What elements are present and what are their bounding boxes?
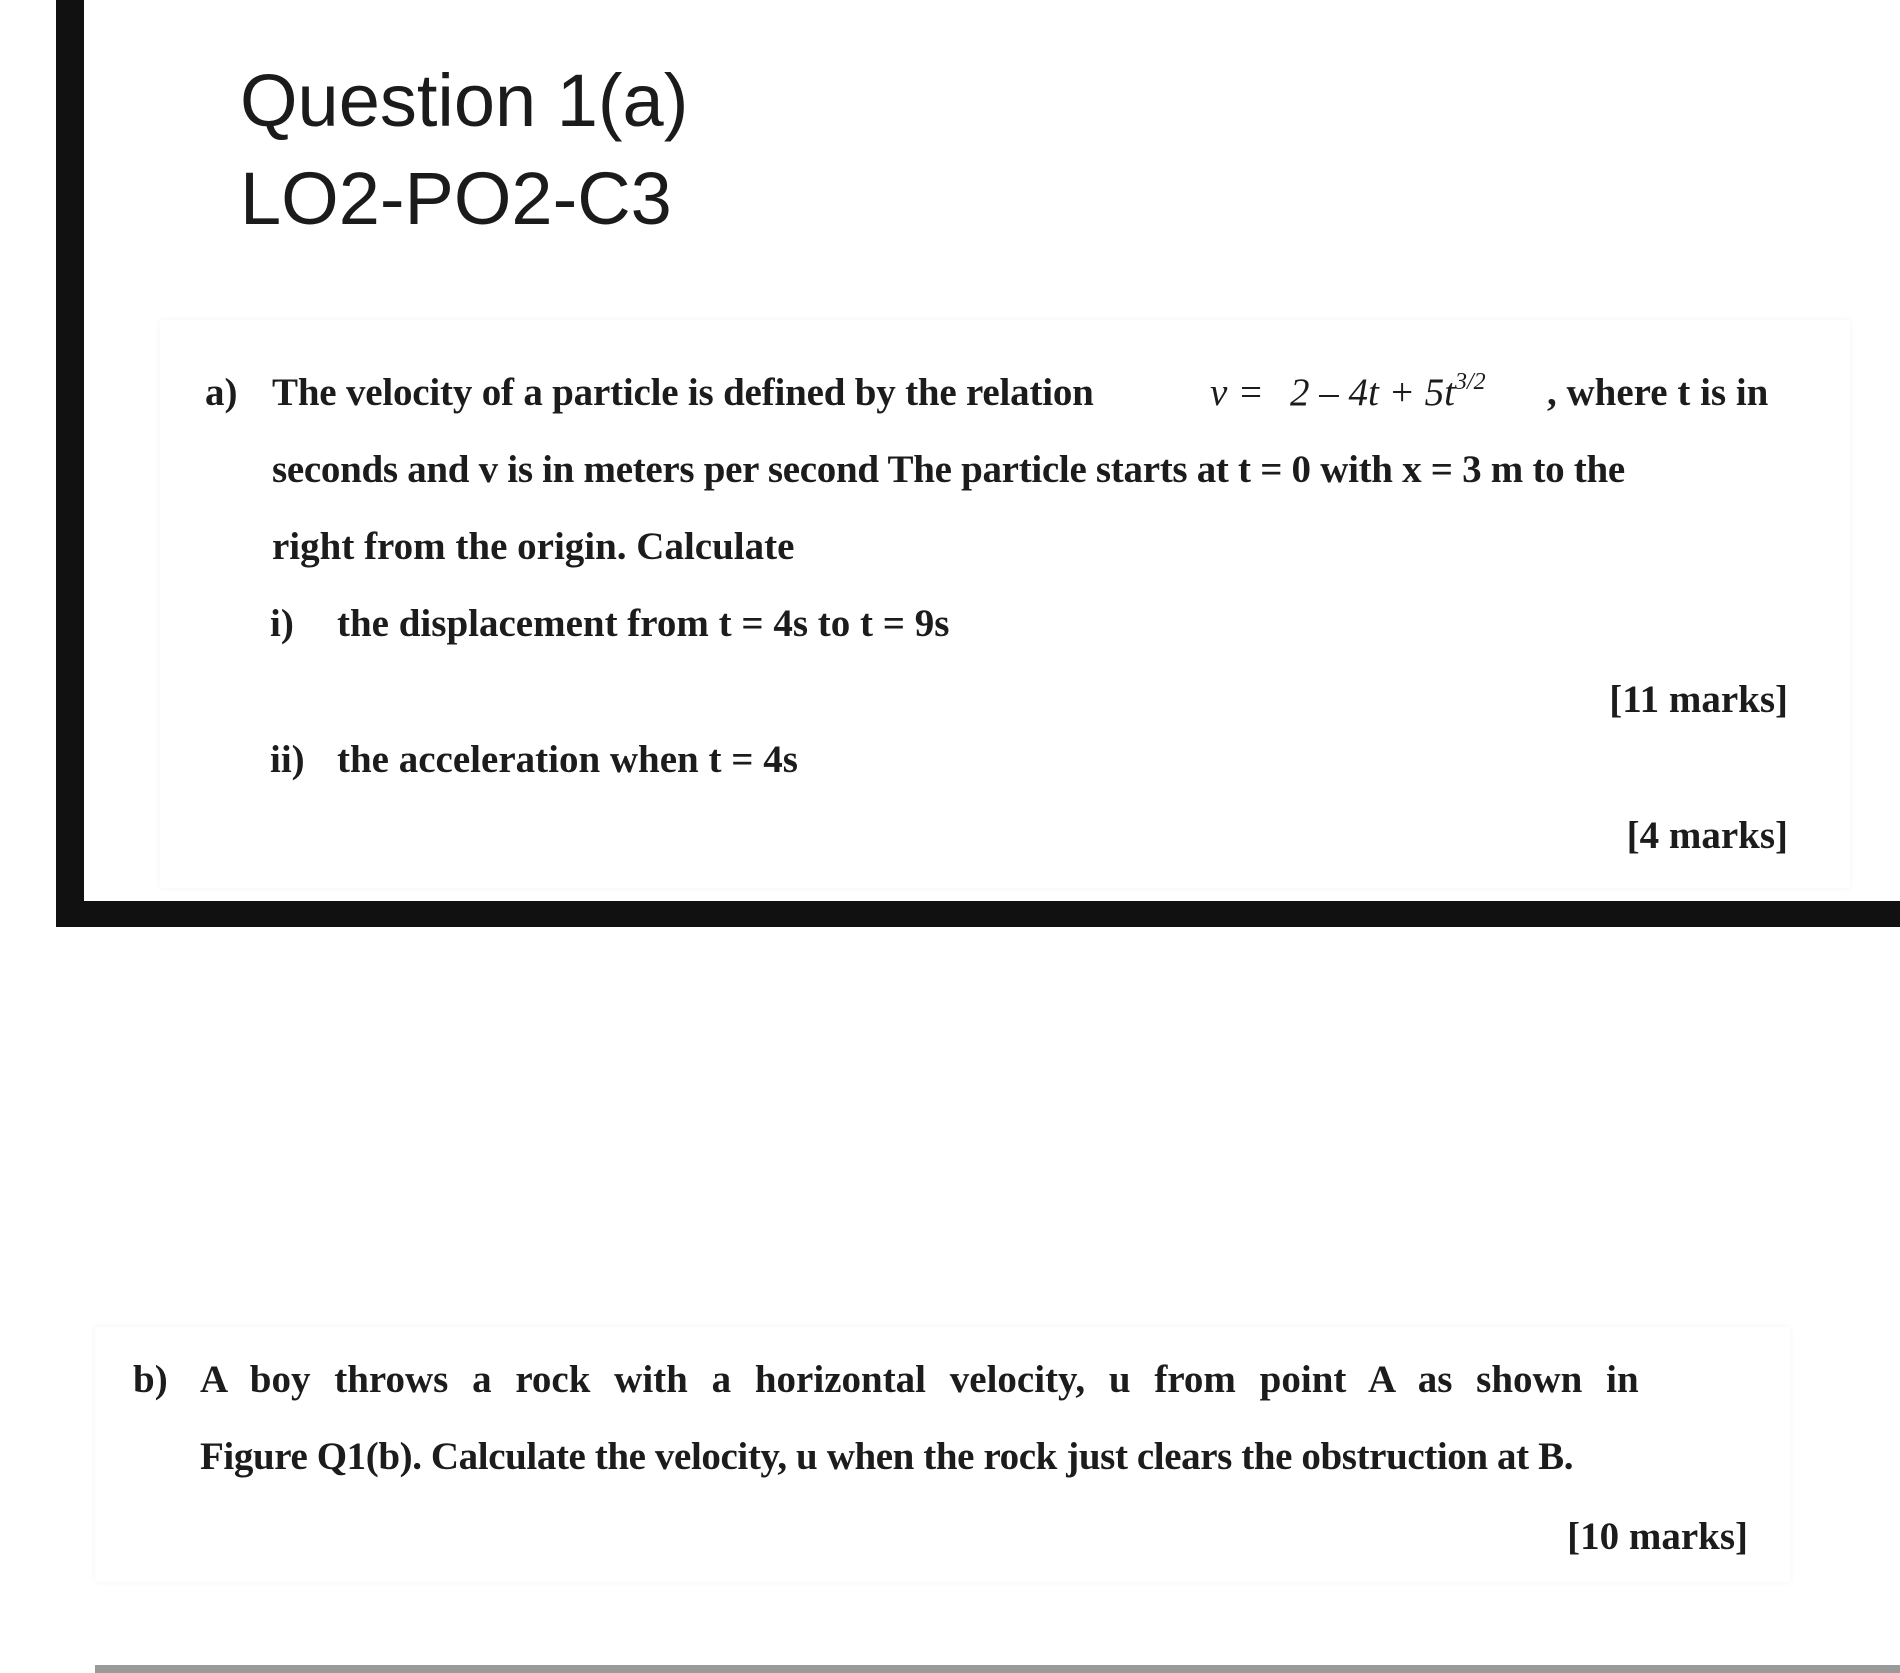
equation-equals: = (1240, 371, 1262, 414)
part-b-marks: [10 marks] (1567, 1515, 1748, 1558)
item-ii-text: the acceleration when t = 4s (337, 738, 798, 781)
equation-rhs (1290, 369, 1486, 414)
part-b-line2: Figure Q1(b). Calculate the velocity, u when the rock just clears the obstruction at B. (200, 1435, 1574, 1478)
item-i-text: the displacement from t = 4s to t = 9s (337, 602, 950, 645)
equation-lhs: v (1210, 371, 1228, 414)
item-i-label: i) (270, 602, 294, 645)
part-b-label: b) (133, 1358, 168, 1401)
part-a-line1-start: The velocity of a particle is defined by the relation (272, 371, 1094, 414)
item-i-marks: [11 marks] (1609, 678, 1788, 721)
part-a-line3: right from the origin. Calculate (272, 525, 795, 568)
equation-exponent: 3/2 (1455, 369, 1486, 395)
learning-outcome-code: LO2-PO2-C3 (240, 157, 672, 240)
question-title: Question 1(a) (240, 59, 689, 142)
part-b-line1: A boy throws a rock with a horizontal velocity, u from point A as shown in (200, 1358, 1639, 1401)
part-a-line2: seconds and v is in meters per second The particle starts at t = 0 with x = 3 m to the (272, 448, 1625, 491)
part-a-line1-end: , where t is in (1547, 371, 1769, 414)
equation-rhs-body: 2 – 4t + 5t (1290, 371, 1455, 414)
item-ii-label: ii) (270, 738, 305, 781)
item-ii-marks: [4 marks] (1626, 814, 1788, 857)
bottom-divider (95, 1665, 1900, 1673)
part-a-label: a) (205, 371, 238, 414)
